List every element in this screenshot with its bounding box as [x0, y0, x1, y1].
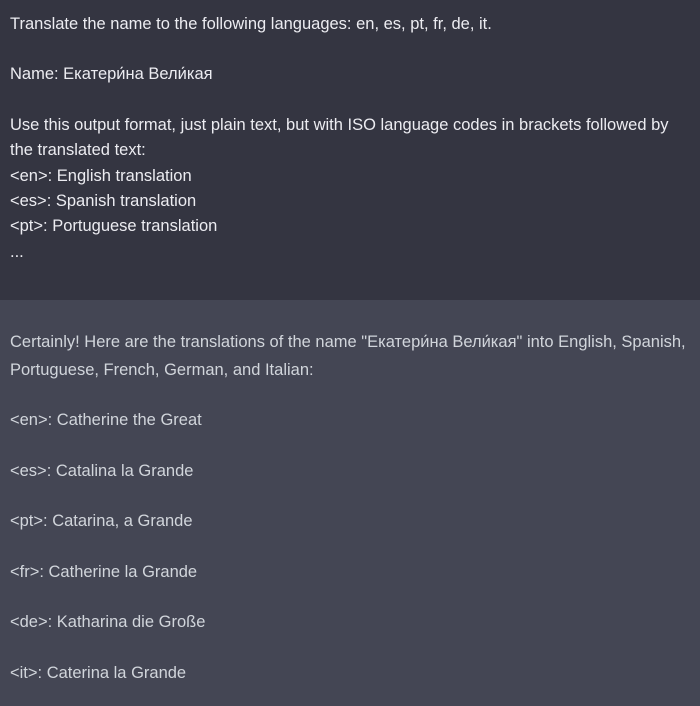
- user-message: [0, 0, 700, 300]
- user-format-line-1: Use this output format, just plain text, but with ISO language codes in brackets followed by: [10, 115, 669, 134]
- translation-de: <de>: Katharina die Große: [10, 613, 206, 631]
- translation-it: <it>: Caterina la Grande: [10, 663, 187, 682]
- translation-en: <en>: Catherine the Great: [10, 411, 202, 429]
- user-message-spacer: [10, 37, 690, 62]
- user-example-en: <en>: English translation: [10, 166, 192, 185]
- user-ellipsis: ...: [10, 242, 24, 261]
- assistant-message: [0, 300, 700, 706]
- translation-es: <es>: Catalina la Grande: [10, 461, 194, 480]
- assistant-intro-line-2: Portuguese, French, German, and Italian:: [10, 361, 314, 379]
- assistant-intro-line-1: Certainly! Here are the translations of the name "Екатери́на Вели́кая" into English, Spanish,: [10, 333, 686, 351]
- translation-pt: <pt>: Catarina, a Grande: [10, 512, 193, 530]
- translation-fr: <fr>: Catherine la Grande: [10, 562, 198, 581]
- user-prompt-line: Translate the name to the following languages: en, es, pt, fr, de, it.: [10, 15, 492, 33]
- user-message-spacer: [10, 88, 690, 113]
- user-format-line-2: the translated text:: [10, 141, 146, 160]
- user-example-pt: <pt>: Portuguese translation: [10, 217, 218, 236]
- user-example-es: <es>: Spanish translation: [10, 192, 197, 211]
- user-name-line: Name: Екатери́на Вели́кая: [10, 65, 213, 84]
